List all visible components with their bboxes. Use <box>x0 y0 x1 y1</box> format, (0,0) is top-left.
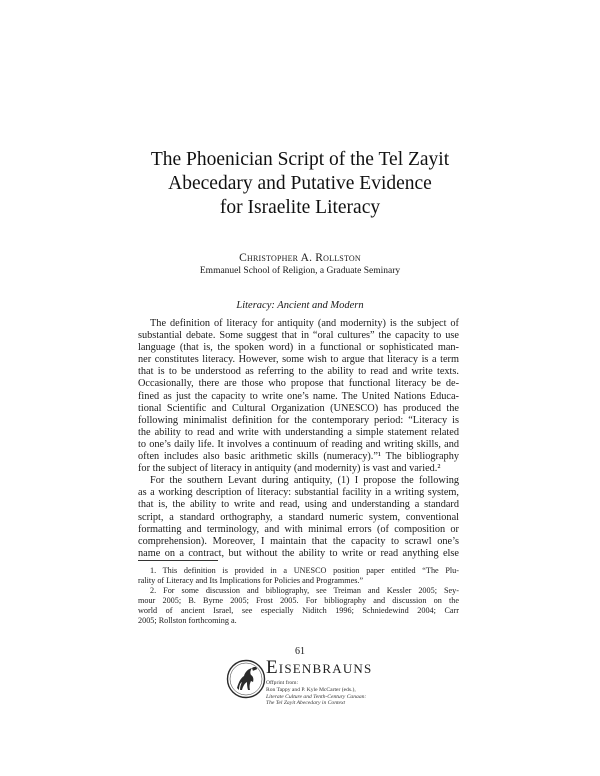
footnote-line: rality of Literacy and Its Implications for Policies and Programmes.” <box>138 576 364 585</box>
footnote-rule <box>138 560 218 561</box>
title-line: The Phoenician Script of the Tel Zayit <box>150 149 450 170</box>
publisher-logo-icon <box>226 659 266 699</box>
body-line: that is to be understood as referring to the ability to read and write texts. <box>138 366 459 378</box>
offprint-label: Offprint from: <box>266 680 299 686</box>
body-line: language (that is, the spoken word) in a functional or sophisticated man- <box>138 342 459 354</box>
body-line: often includes also basic arithmetic skills (numeracy).”¹ The bibliography <box>138 451 459 463</box>
body-line: script, a standard orthography, a standard numeric system, conventional <box>138 511 459 523</box>
body-line: substantial debate. Some suggest that in “oral cultures” the capacity to use <box>138 330 459 342</box>
body-line: to one’s daily life. It involves a continuum of reading and writing skills, and <box>138 438 459 450</box>
page-number: 61 <box>295 646 305 657</box>
body-line: name on a contract, but without the ability to write or read anything else <box>138 547 459 559</box>
author-affiliation: Emmanuel School of Religion, a Graduate Seminary <box>199 266 401 276</box>
offprint-book-subtitle: The Tel Zayit Abecedary in Context <box>266 700 346 707</box>
offprint-editors: Ron Tappy and P. Kyle McCarter (eds.), <box>266 686 356 693</box>
offprint-info <box>266 680 396 707</box>
body-line: formatting and terminology, and with minimal errors (of composition or <box>138 523 459 535</box>
footnote-line: 2. For some discussion and bibliography, see Treiman and Kessler 2005; Sey- <box>150 586 459 595</box>
body-line: tional Scientific and Cultural Organization (UNESCO) has produced the <box>138 402 459 414</box>
footnote-line: 2005; Rollston forthcoming a. <box>138 616 237 625</box>
body-line: that is, the ability to write and read, using and understanding a standard <box>138 499 459 511</box>
article-title <box>0 148 600 220</box>
title-line: Abecedary and Putative Evidence <box>168 173 432 194</box>
offprint-book-title: Literate Culture and Tenth-Century Canaan: <box>266 693 367 700</box>
footnotes <box>138 566 459 626</box>
publisher-block <box>226 655 386 727</box>
body-line: comprehension). Moreover, I maintain that the capacity to scrawl one’s <box>138 535 459 547</box>
section-heading: Literacy: Ancient and Modern <box>236 300 364 311</box>
body-line: as a working description of literacy: substantial facility in a writing system, <box>138 487 459 499</box>
body-text <box>138 318 459 560</box>
body-line: the ability to read and write with understanding a simple statement related <box>138 426 459 438</box>
body-line: following minimalist definition for the contemporary period: “Literacy is <box>138 414 459 426</box>
body-line: for the subject of literacy in antiquity (and modernity) is vast and varied.² <box>138 463 441 475</box>
body-line: ner constitutes literacy. However, some wish to argue that literacy is a term <box>138 354 459 366</box>
footnote-line: world of ancient Israel, see especially Niditch 1996; Schniedewind 2004; Carr <box>138 606 459 615</box>
footnote-line: mour 2005; B. Byrne 2005; Frost 2005. For bibliography and discussion on the <box>138 596 459 605</box>
body-line: For the southern Levant during antiquity, (1) I propose the following <box>150 475 459 487</box>
body-line: Occasionally, there are those who propose that functional literacy be de- <box>138 378 459 390</box>
author-name: Christopher A. Rollston <box>239 252 361 264</box>
title-line: for Israelite Literacy <box>219 197 381 218</box>
body-line: fined as just the capacity to write one’s name. The United Nations Educa- <box>138 390 459 402</box>
footnote-line: 1. This definition is provided in a UNESCO position paper entitled “The Plu- <box>150 566 459 575</box>
publisher-name: Eisenbrauns <box>266 657 373 678</box>
body-line: The definition of literacy for antiquity (and modernity) is the subject of <box>150 318 459 329</box>
